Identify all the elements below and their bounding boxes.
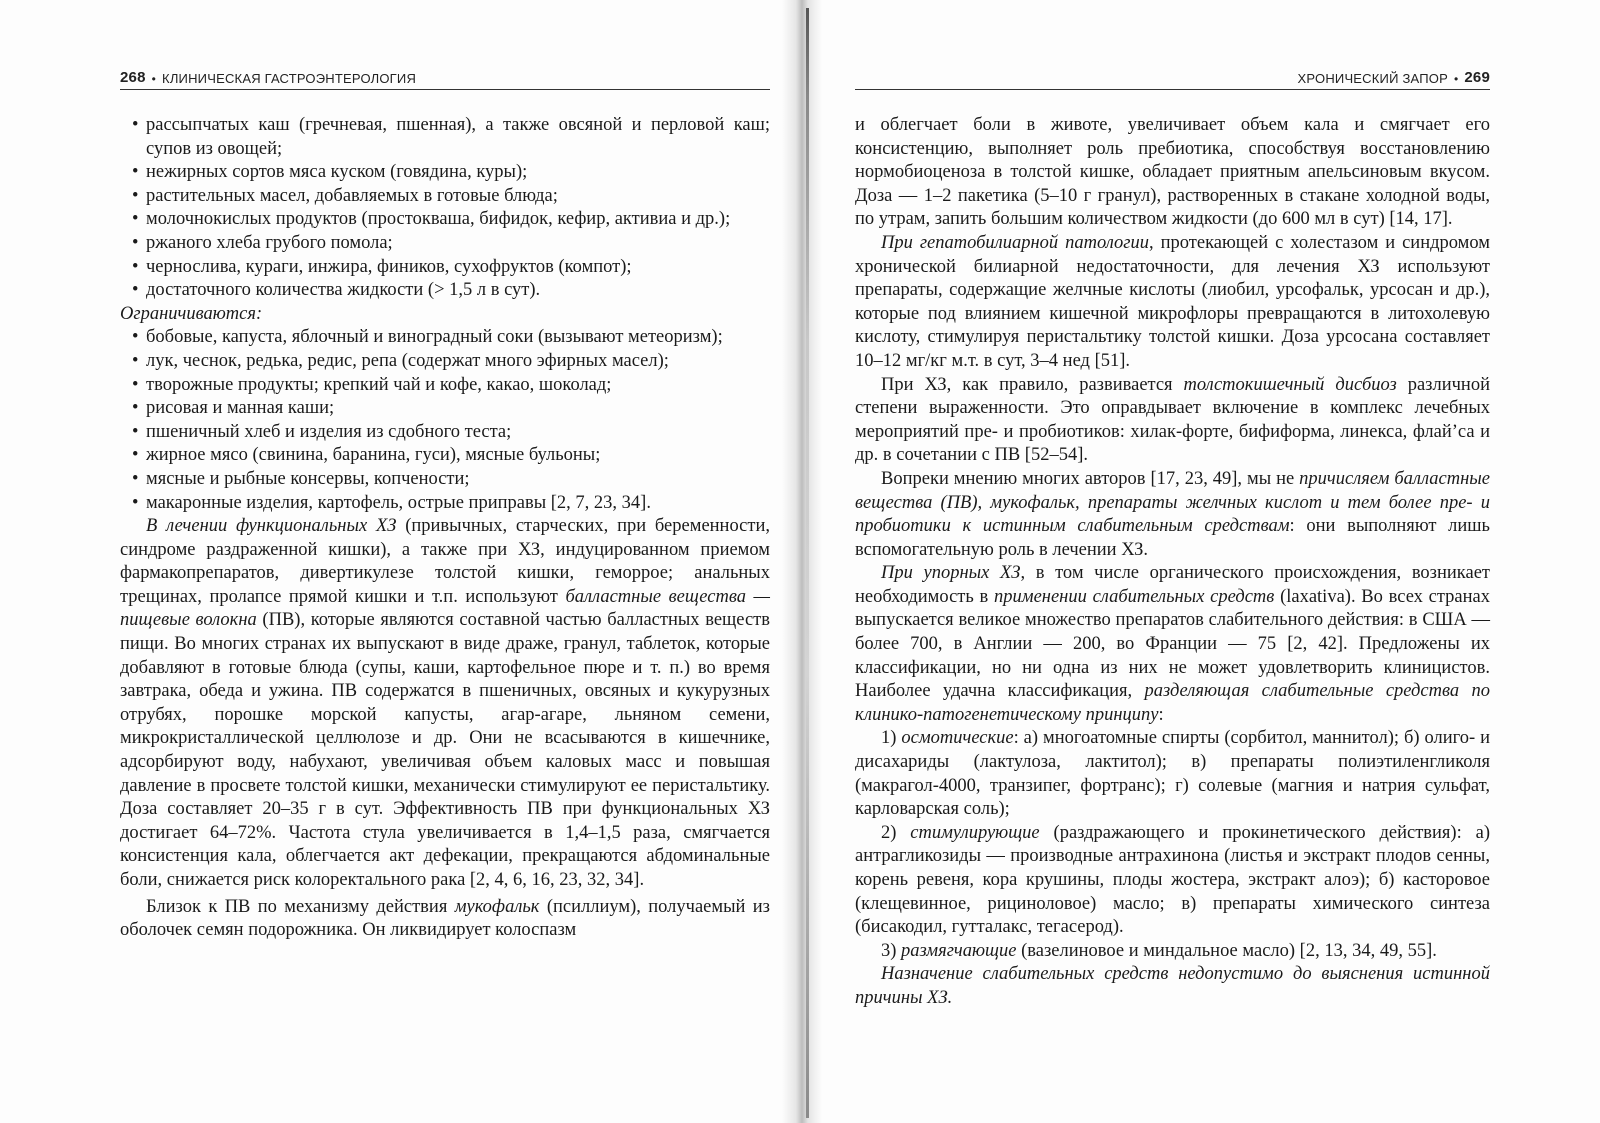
list-item: • мясные и рыбные консервы, копчености; — [120, 468, 770, 492]
right-page-number: 269 — [1464, 69, 1490, 86]
paragraph-warning — [855, 963, 1490, 1010]
right-page — [815, 0, 1600, 1123]
list-item: • ржаного хлеба грубого помола; — [120, 232, 770, 256]
left-running-head — [120, 64, 770, 90]
paragraph-hepatobiliary — [855, 232, 1490, 374]
paragraph-text: (laxativa). Во всех странах выпускается великое множество препаратов слабительного действия: в США — более 700, в Англии — 200, во Франции — 75 [2, 42]. Предложены их классификации, но ни одна из них не может удовлетворить клиницистов. Наиболее удачна классификация, — [855, 586, 1491, 702]
paragraph-mucofalk — [120, 896, 770, 943]
item-number: 2) — [881, 822, 911, 843]
paragraph-text: Близок к ПВ по механизму действия — [146, 896, 455, 917]
paragraph-text: При ХЗ, как правило, развивается — [881, 374, 1184, 395]
paragraph-authors-opinion — [855, 468, 1490, 562]
italic-phrase: осмотические — [901, 728, 1014, 749]
right-running-head — [855, 64, 1490, 90]
italic-phrase: стимулирующие — [910, 822, 1040, 843]
classification-item-stimulant — [855, 822, 1490, 940]
italic-phrase: Назначение слабительных средств недопустимо до выяснения истинной причины ХЗ. — [855, 964, 1490, 1008]
paragraph-text: : — [1158, 704, 1164, 725]
paragraph-text: (вазелиновое и миндальное масло) [2, 13, 34, 49, 55]. — [1016, 940, 1437, 961]
paragraph-text: , протекающей с холестазом и синдромом хронической билиарной недостаточности, для лечения ХЗ используют препараты, содержащие желчные кислоты (лиобил, урсофальк, урсосан и др.), которые под влиянием кишечной микрофлоры превращаются в литохолевую кислоту, стимулируя перистальтику толстой кишки. Доза урсосана составляет 10–12 мг/кг м.т. в сут, 3–4 нед [51]. — [855, 232, 1490, 371]
paragraph-text: различной степени выраженности. Это оправдывает включение в комплекс лечебных мероприятий пре- и пробиотиков: хилак-форте, бифиформа, линекса, флай’са и др. в сочетании с ПВ [52–54]. — [855, 374, 1490, 466]
italic-phrase: применении слабительных средств — [994, 586, 1275, 607]
list-item: • творожные продукты; крепкий чай и кофе, какао, шоколад; — [120, 374, 770, 398]
list-item: • нежирных сортов мяса куском (говядина, куры); — [120, 161, 770, 185]
item-number: 3) — [881, 940, 902, 961]
spine-shadow — [806, 8, 809, 1118]
list-item: • жирное мясо (свинина, баранина, гуси), мясные бульоны; — [120, 444, 770, 468]
list-item: • макаронные изделия, картофель, острые приправы [2, 7, 23, 34]. — [120, 492, 770, 516]
paragraph-text: (ПВ), которые являются составной частью балластных веществ пищи. Во многих странах их выпускают в виде драже, гранул, таблеток, которые добавляют в готовые блюда (супы, каши, картофельное пюре и т. п.) во время завтрака, обеда и ужина. ПВ содержатся в пшеничных, овсяных и кукурузных отрубях, порошке морской капусты, агар-агаре, льняном семени, микрокристаллической целлюлозе и др. Они не всасываются в кишечнике, адсорбируют воду, набухают, увеличивая объем каловых масс и повышая давление в просвете толстой кишки, механически стимулируют ее перистальтику. Доза составляет 20–35 г в сут. Эффективность ПВ при функциональных ХЗ достигает 64–72%. Частота стула увеличивается в 1,4–1,5 раза, смягчается консистенция кала, облегчается акт дефекации, прекращаются абдоминальные боли, снижается риск колоректального рака [2, 4, 6, 16, 23, 32, 34]. — [120, 610, 770, 890]
paragraph-text: (псиллиум), получаемый из оболочек семян подорожника. Он ликвидирует колоспазм — [120, 896, 770, 941]
left-page-body — [120, 114, 770, 943]
restricted-label: Ограничиваются: — [120, 303, 263, 324]
paragraph-laxatives — [855, 562, 1490, 727]
classification-item-softening — [855, 940, 1490, 964]
list-item: • лук, чеснок, редька, редис, репа (содержат много эфирных масел); — [120, 350, 770, 374]
italic-phrase: В лечении функциональных ХЗ — [146, 516, 397, 537]
paragraph-text: Вопреки мнению многих авторов [17, 23, 49], мы не — [881, 468, 1300, 489]
list-item: • бобовые, капуста, яблочный и виноградный соки (вызывают метеоризм); — [120, 326, 770, 350]
italic-phrase: При упорных ХЗ — [881, 563, 1021, 584]
right-page-body — [855, 114, 1490, 1011]
head-separator: • — [151, 72, 157, 86]
list-item: • рисовая и манная каши; — [120, 397, 770, 421]
paragraph-text: : они выполняют лишь вспомогательную роль в лечении ХЗ. — [855, 516, 1490, 560]
item-number: 1) — [881, 728, 902, 749]
paragraph-text: : а) многоатомные спирты (сорбитол, маннитол); б) олиго- и дисахариды (лактулоза, лактитол); в) препараты полиэтиленгликоля (макрагол-4000, транзипег, фортранс); г) солевые (магния и натрия сульфат, карловарская соль); — [855, 728, 1490, 820]
paragraph-dysbiosis — [855, 374, 1490, 468]
head-separator: • — [1453, 72, 1459, 86]
left-running-title: КЛИНИЧЕСКАЯ ГАСТРОЭНТЕРОЛОГИЯ — [162, 71, 417, 86]
paragraph-continuation: и облегчает боли в животе, увеличивает объем кала и смягчает его консистенцию, выполняет роль пребиотика, способствуя восстановлению нормобиоценоза в толстой кишке, обладает приятным апельсиновым вкусом. Доза — 1–2 пакетика (5–10 г гранул), растворенных в стакане холодной воды, по утрам, запить большим количеством жидкости (до 600 мл в сут) [14, 17]. — [855, 115, 1490, 230]
list-item: • достаточного количества жидкости (> 1,5 л в сут). — [120, 279, 770, 303]
italic-phrase: разделяющая слабительные средства по клинико-патогенетическому принципу — [855, 681, 1490, 725]
paragraph-text: (привычных, старческих, при беременности, синдроме раздраженной кишки), а также при ХЗ, индуцированном приемом фармакопрепаратов, дивертикулезе толстой кишки, геморрое; анальных трещинах, пролапсе прямой кишки и т.п. используют — [120, 516, 770, 607]
italic-phrase: При гепатобилиарной патологии — [881, 232, 1150, 253]
list-item: • пшеничный хлеб и изделия из сдобного теста; — [120, 421, 770, 445]
paragraph-functional-treatment — [120, 515, 770, 893]
paragraph-text: , в том числе органического происхождения, возникает необходимость в — [855, 563, 1490, 607]
italic-phrase: размягчающие — [901, 940, 1017, 961]
italic-phrase: мукофальк — [454, 896, 540, 917]
left-page-number: 268 — [120, 69, 146, 86]
list-item: • чернослива, кураги, инжира, фиников, сухофруктов (компот); — [120, 256, 770, 280]
right-running-title: ХРОНИЧЕСКИЙ ЗАПОР — [1297, 71, 1448, 86]
left-page — [0, 0, 790, 1123]
list-item: • рассыпчатых каш (гречневая, пшенная), а также овсяной и перловой каш; супов из овощей; — [120, 114, 770, 161]
classification-item-osmotic — [855, 727, 1490, 821]
italic-phrase: толстокишечный дисбиоз — [1183, 374, 1397, 395]
italic-phrase: причисляем балластные вещества (ПВ), мукофальк, препараты желчных кислот и тем более пре- и пробиотики к истинным слабительным средствам — [855, 468, 1490, 537]
list-item: • молочнокислых продуктов (простокваша, бифидок, кефир, активиа и др.); — [120, 208, 770, 232]
list-item: • растительных масел, добавляемых в готовые блюда; — [120, 185, 770, 209]
italic-phrase: балластные вещества — пищевые волокна — [120, 586, 770, 631]
paragraph-text: (раздражающего и прокинетического действия): а) антрагликозиды — производные антрахинона (листья и экстракт плодов сенны, корень ревеня, кора крушины, плоды жостера, экстракт алоэ); б) касторовое (клещевинное, рициноловое) масло; в) препараты химического синтеза (бисакодил, гутталакс, тегасерод). — [855, 822, 1490, 938]
